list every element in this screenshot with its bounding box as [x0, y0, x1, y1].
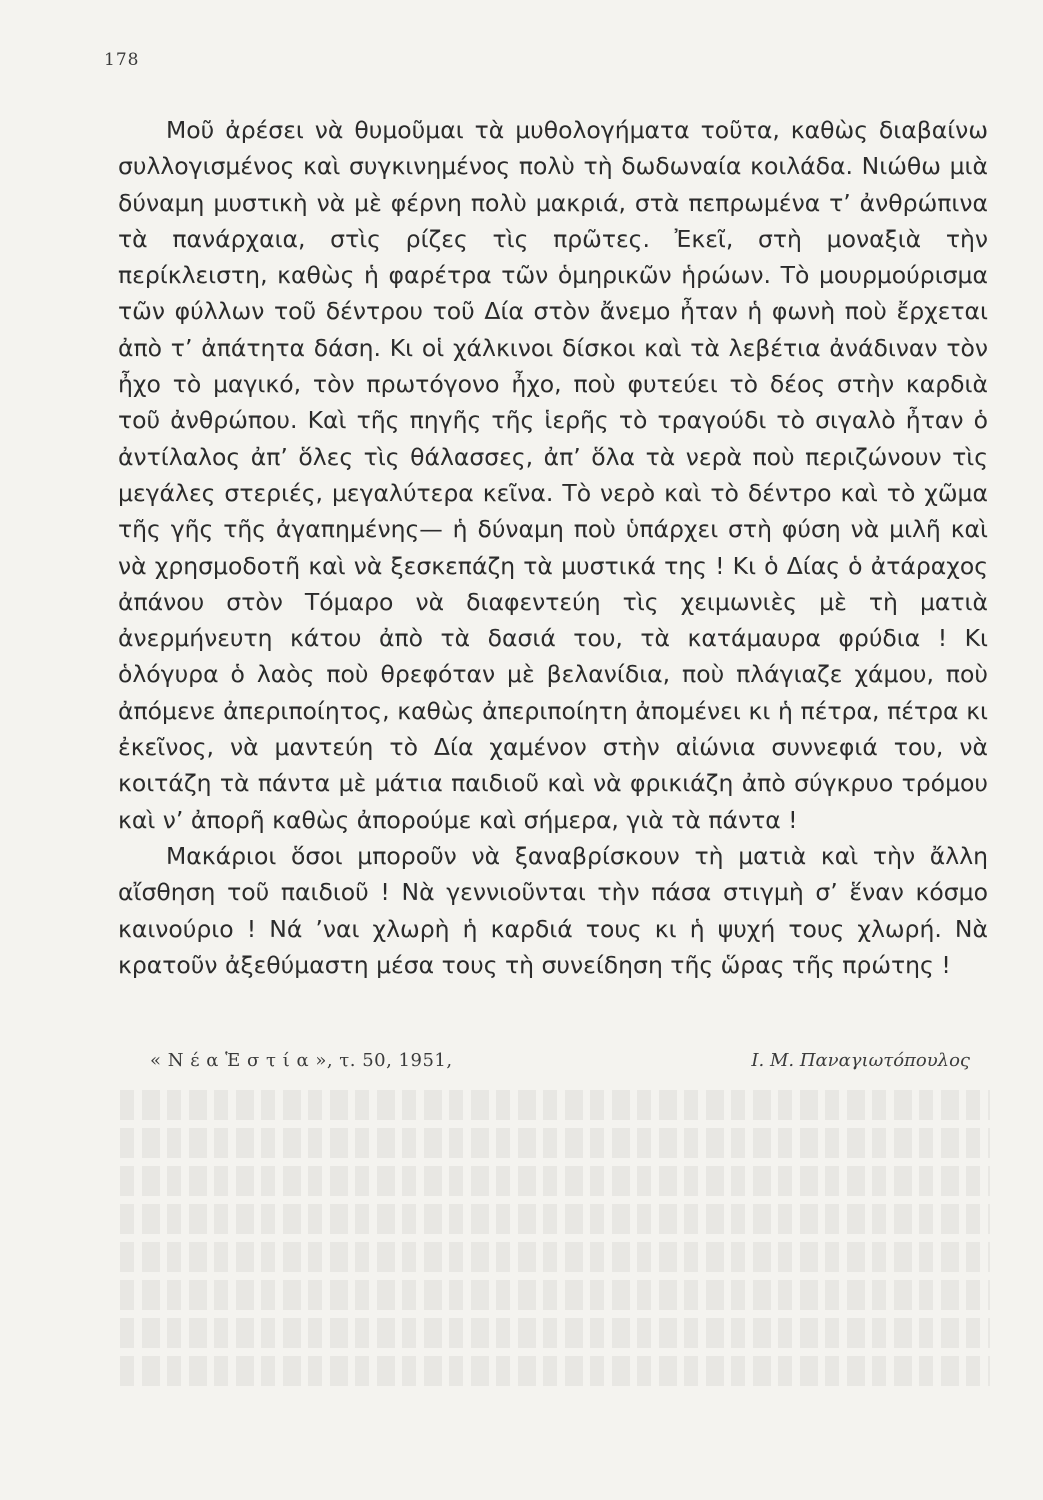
paragraph-2: Μακάριοι ὅσοι μποροῦν νὰ ξαναβρίσκουν τὴ ματιὰ καὶ τὴν ἄλλη αἴσθηση τοῦ παιδιοῦ ! Νὰ γεννιοῦνται τὴν πάσα στιγμὴ σ’ ἕναν κόσμο καινούριο ! Νά ’ναι χλωρὴ ἡ καρδιά τους κι ἡ ψυχή τους χλωρή. Νὰ κρατοῦν ἀξεθύμαστη μέσα τους τὴ συνείδηση τῆς ὥρας τῆς πρώτης !: [118, 841, 988, 979]
citation-footer: [150, 1050, 970, 1080]
source-citation: « Ν έ α Ἑ σ τ ί α », τ. 50, 1951,: [150, 1050, 453, 1071]
author-name: Ι. Μ. Παναγιωτόπουλος: [751, 1050, 970, 1071]
paragraph-1: Μοῦ ἀρέσει νὰ θυμοῦμαι τὰ μυθολογήματα τοῦτα, καθὼς διαβαίνω συλλογισμένος καὶ συγκινημένος πολὺ τὴ δωδωναία κοιλάδα. Νιώθω μιὰ δύναμη μυστικὴ νὰ μὲ φέρνη πολὺ μακριά, στὰ πεπρωμένα τ’ ἀνθρώπινα τὰ πανάρχαια, στὶς ρίζες τὶς πρῶτες. Ἐκεῖ, στὴ μοναξιὰ τὴν περίκλειστη, καθὼς ἡ φαρέτρα τῶν ὁμηρικῶν ἡρώων. Τὸ μουρμούρισμα τῶν φύλλων τοῦ δέντρου τοῦ Δία στὸν ἄνεμο ἦταν ἡ φωνὴ ποὺ ἔρχεται ἀπὸ τ’ ἀπάτητα δάση. Κι οἱ χάλκινοι δίσκοι καὶ τὰ λεβέτια ἀνάδιναν τὸν ἦχο τὸ μαγικό, τὸν πρωτόγονο ἦχο, ποὺ φυτεύει τὸ δέος στὴν καρδιὰ τοῦ ἀνθρώπου. Καὶ τῆς πηγῆς τῆς ἱερῆς τὸ τραγούδι τὸ σιγαλὸ ἦταν ὁ ἀντίλαλος ἀπ’ ὅλες τὶς θάλασσες, ἀπ’ ὅλα τὰ νερὰ ποὺ περιζώνουν τὶς μεγάλες στεριές, μεγαλύτερα κεῖνα. Τὸ νερὸ καὶ τὸ δέντρο καὶ τὸ χῶμα τῆς γῆς τῆς ἀγαπημένης— ἡ δύναμη ποὺ ὑπάρχει στὴ φύση νὰ μιλῆ καὶ νὰ χρησμοδοτῆ καὶ νὰ ξεσκεπάζη τὰ μυστικά της ! Κι ὁ Δίας ὁ ἀτάραχος ἀπάνου στὸν Τόμαρο νὰ διαφεντεύη τὶς χειμωνιὲς μὲ τὴ ματιὰ ἀνερμήνευτη κάτου ἀπὸ τὰ δασιά του, τὰ κατάμαυρα φρύδια ! Κι ὁλόγυρα ὁ λαὸς ποὺ θρεφόταν μὲ βελανίδια, ποὺ πλάγιαζε χάμου, ποὺ ἀπόμενε ἀπεριποίητος, καθὼς ἀπεριποίητη ἀπομένει κι ἡ πέτρα, πέτρα κι ἐκεῖνος, νὰ μαντεύη τὸ Δία χαμένον στὴν αἰώνια συννεφιά του, νὰ κοιτάζη τὰ πάντα μὲ μάτια παιδιοῦ καὶ νὰ φρικιάζη ἀπὸ σύγκρυο τρόμου καὶ ν’ ἀπορῆ καθὼς ἀπορούμε καὶ σήμερα, γιὰ τὰ πάντα !: [118, 116, 988, 834]
show-through-texture: [120, 1090, 990, 1430]
page-number: 178: [104, 50, 140, 70]
article-body: [118, 112, 988, 983]
